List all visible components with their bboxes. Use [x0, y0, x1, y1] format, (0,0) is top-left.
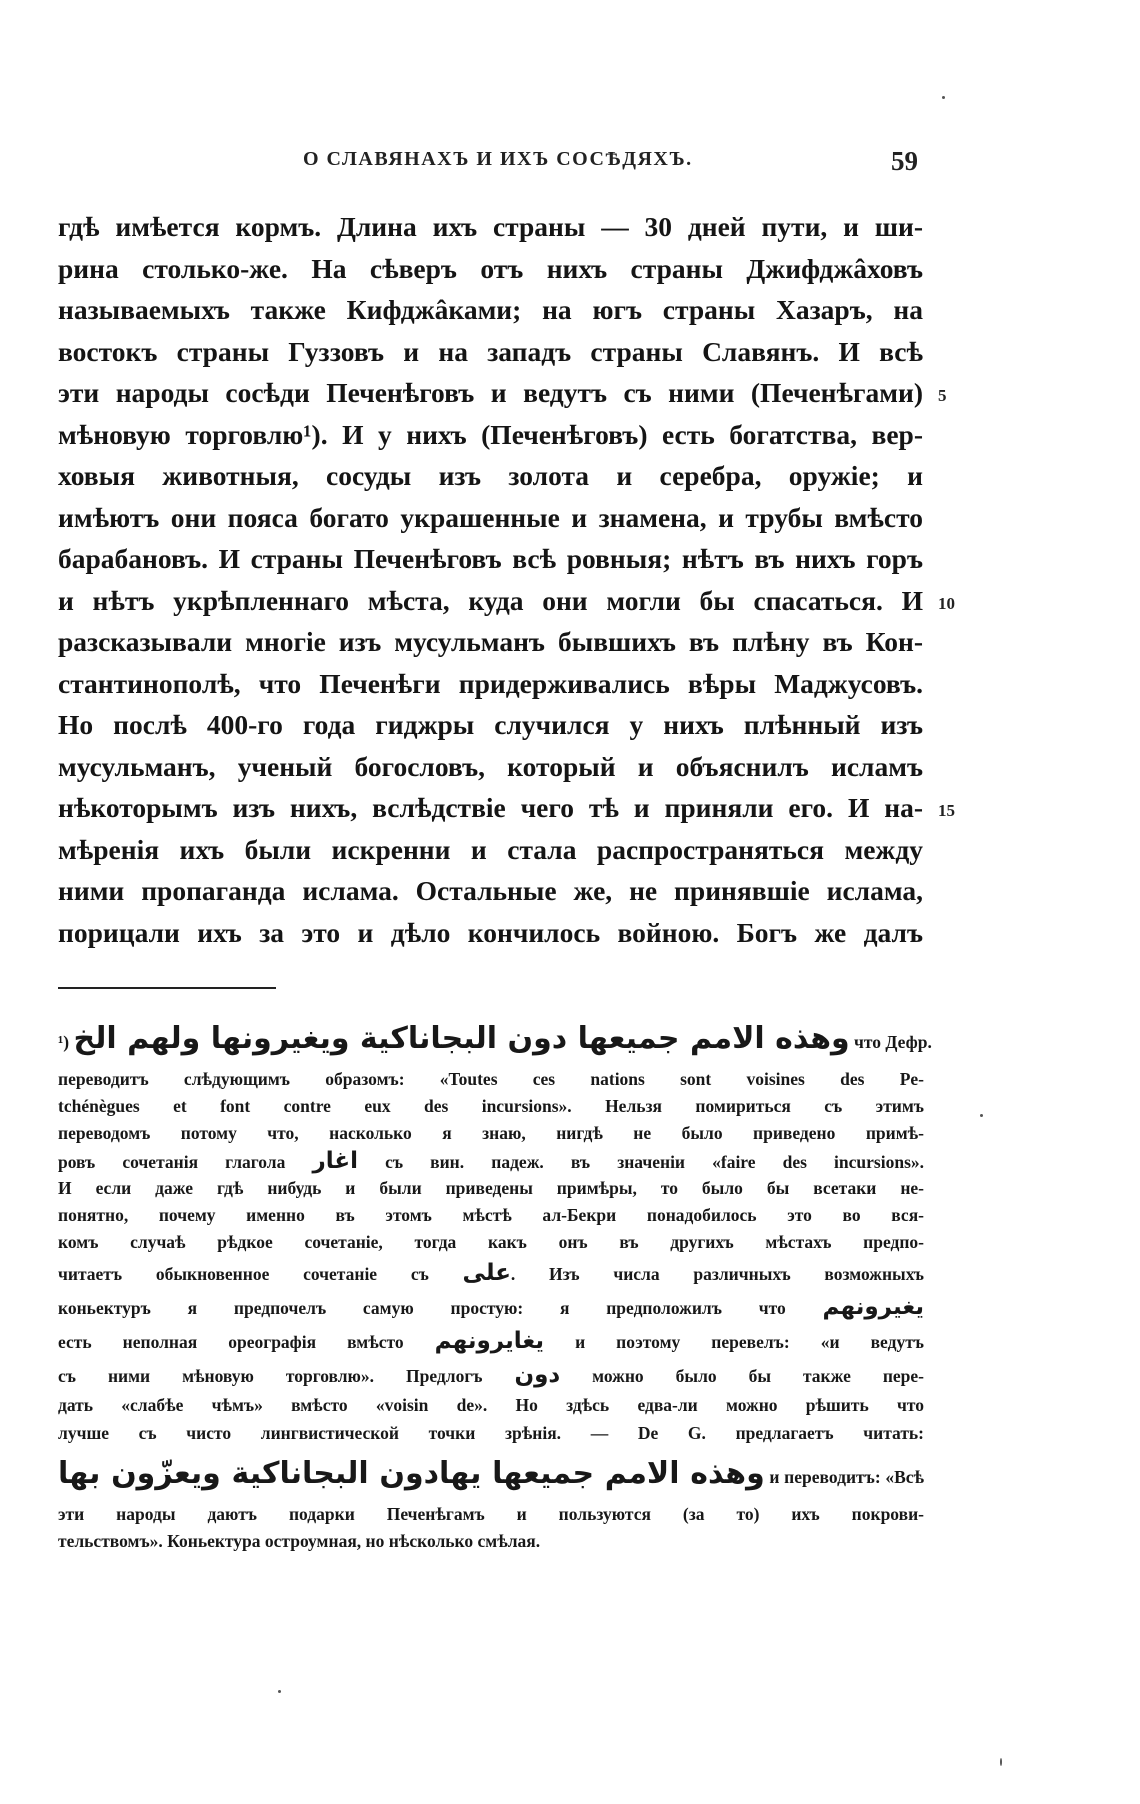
text-line: рина столько-же. На сѣверъ отъ нихъ страны Джифджâховъ — [58, 252, 923, 284]
arabic-word: يغايرونهم — [434, 1328, 545, 1355]
text-line: ховыя животныя, сосуды изъ золота и серебра, оружіе; и — [58, 460, 923, 491]
arabic-word: اغار — [312, 1147, 358, 1174]
running-title: О СЛАВЯНАХЪ И ИХЪ СОСѢДЯХЪ. — [303, 148, 693, 170]
print-speck — [980, 1114, 983, 1117]
text-line: эти народы сосѣди Печенѣговъ и ведутъ съ ними (Печенѣгами) — [58, 377, 923, 408]
text-line: порицали ихъ за это и дѣло кончилось войною. Богъ же далъ — [58, 916, 923, 948]
footnote-text: что Дефр. — [854, 1032, 932, 1052]
footnote-line: И если даже гдѣ нибудь и были приведены примѣры, то было бы всетаки не- — [58, 1177, 924, 1198]
footnote-text: съ ними мѣновую торговлю». Предлогъ — [58, 1366, 483, 1387]
text-line: барабановъ. И страны Печенѣговъ всѣ ровныя; нѣтъ въ нихъ горъ — [58, 543, 923, 574]
footnote-line — [58, 1290, 924, 1324]
footnote-text: можно было бы также пере- — [592, 1366, 924, 1387]
print-speck — [278, 1690, 281, 1693]
arabic-word: على — [462, 1260, 511, 1287]
footnote-text: и поэтому перевелъ: «и ведутъ — [575, 1332, 924, 1353]
footnote-line — [58, 1148, 924, 1175]
footnote-text: ровъ сочетанія глагола — [58, 1151, 286, 1172]
footnote-line: понятно, почему именно въ этомъ мѣстѣ ал-Бекри понадобилось это во вся- — [58, 1204, 924, 1225]
footnote-line — [58, 1012, 932, 1066]
text-line: Но послѣ 400-го года гиджры случился у нихъ плѣнный изъ — [58, 709, 923, 740]
arabic-word: يغيرونهم — [822, 1294, 924, 1321]
footnote-separator — [58, 987, 276, 989]
footnote-text: читаетъ обыкновенное сочетаніе съ — [58, 1264, 429, 1285]
text-line: и нѣтъ укрѣпленнаго мѣста, куда они могли бы спасаться. И — [58, 584, 923, 616]
footnote-line — [58, 1324, 924, 1358]
footnote-line — [58, 1256, 924, 1290]
text-line: разсказывали многіе изъ мусульманъ бывшихъ въ плѣну въ Кон- — [58, 626, 923, 657]
footnote — [58, 1012, 932, 1555]
footnote-line: тельствомъ». Коньектура остроумная, но нѣсколько смѣлая. — [58, 1530, 541, 1551]
text-line: мѣновую торговлю¹). И у нихъ (Печенѣговъ) есть богатства, вер- — [58, 418, 923, 450]
footnote-marker: ¹) — [58, 1032, 70, 1052]
arabic-word: دون — [514, 1362, 561, 1389]
footnote-text: . Изъ числа различныхъ возможныхъ — [510, 1264, 925, 1285]
footnote-line: переводомъ потому что, насколько я знаю, нигдѣ не было приведено примѣ- — [58, 1123, 924, 1144]
line-number-5: 5 — [938, 386, 947, 405]
text-line: имѣютъ они пояса богато украшенные и знамена, и трубы вмѣсто — [58, 501, 923, 533]
footnote-line: лучше съ чисто лингвистической точки зрѣнія. — De G. предлагаетъ читать: — [58, 1422, 924, 1443]
text-line: гдѣ имѣется кормъ. Длина ихъ страны — 30 дней пути, и ши- — [58, 211, 923, 242]
footnote-line: дать «слабѣе чѣмъ» вмѣсто «voisin de». Но здѣсь едва-ли можно рѣшить что — [58, 1395, 924, 1416]
footnote-text: есть неполная ореографія вмѣсто — [58, 1332, 404, 1353]
text-line: нѣкоторымъ изъ нихъ, вслѣдствіе чего тѣ и приняли его. И на- — [58, 792, 923, 823]
text-line: мусульманъ, ученый богословъ, который и объяснилъ исламъ — [58, 750, 923, 782]
arabic-quote: وهذه الامم جميعها يهادون البجاناكية ويعزّون بها — [58, 1455, 765, 1491]
arabic-quote: وهذه الامم جميعها دون البجاناكية ويغيرونها ولهم الخ — [73, 1021, 850, 1056]
print-speck — [942, 96, 945, 99]
footnote-line — [58, 1358, 924, 1392]
page-header — [58, 146, 918, 186]
footnote-line: переводитъ слѣдующимъ образомъ: «Toutes ces nations sont voisines des Pe- — [58, 1069, 924, 1089]
footnote-line: эти народы даютъ подарки Печенѣгамъ и пользуются (за то) ихъ покрови- — [58, 1503, 924, 1524]
main-text — [58, 206, 955, 953]
page-number: 59 — [891, 146, 918, 176]
footnote-line: tchénègues et font contre eux des incursions». Нельзя помириться съ этимъ — [58, 1096, 924, 1117]
footnote-line: комъ случаѣ рѣдкое сочетаніе, тогда какъ онъ въ другихъ мѣстахъ предпо- — [58, 1232, 924, 1253]
text-line: мѣренія ихъ были искренни и стала распространяться между — [58, 833, 923, 865]
footnote-text: съ вин. падеж. въ значеніи «faire des incursions». — [385, 1151, 925, 1172]
text-line: ними пропаганда ислама. Остальные же, не принявшіе ислама, — [58, 875, 923, 906]
text-line: называемыхъ также Кифджâками; на югъ страны Хазаръ, на — [58, 294, 923, 325]
footnote-line — [58, 1447, 924, 1501]
line-number-10: 10 — [938, 594, 955, 613]
print-speck — [1000, 1758, 1002, 1766]
text-line: востокъ страны Гуззовъ и на западъ страны Славянъ. И всѣ — [58, 335, 923, 367]
line-number-15: 15 — [938, 801, 955, 820]
text-line: стантинополѣ, что Печенѣги придерживались вѣры Маджусовъ. — [58, 667, 923, 699]
footnote-text: и переводитъ: «Всѣ — [769, 1466, 925, 1487]
footnote-text: коньектуръ я предпочелъ самую простую: я предположилъ что — [58, 1298, 786, 1319]
